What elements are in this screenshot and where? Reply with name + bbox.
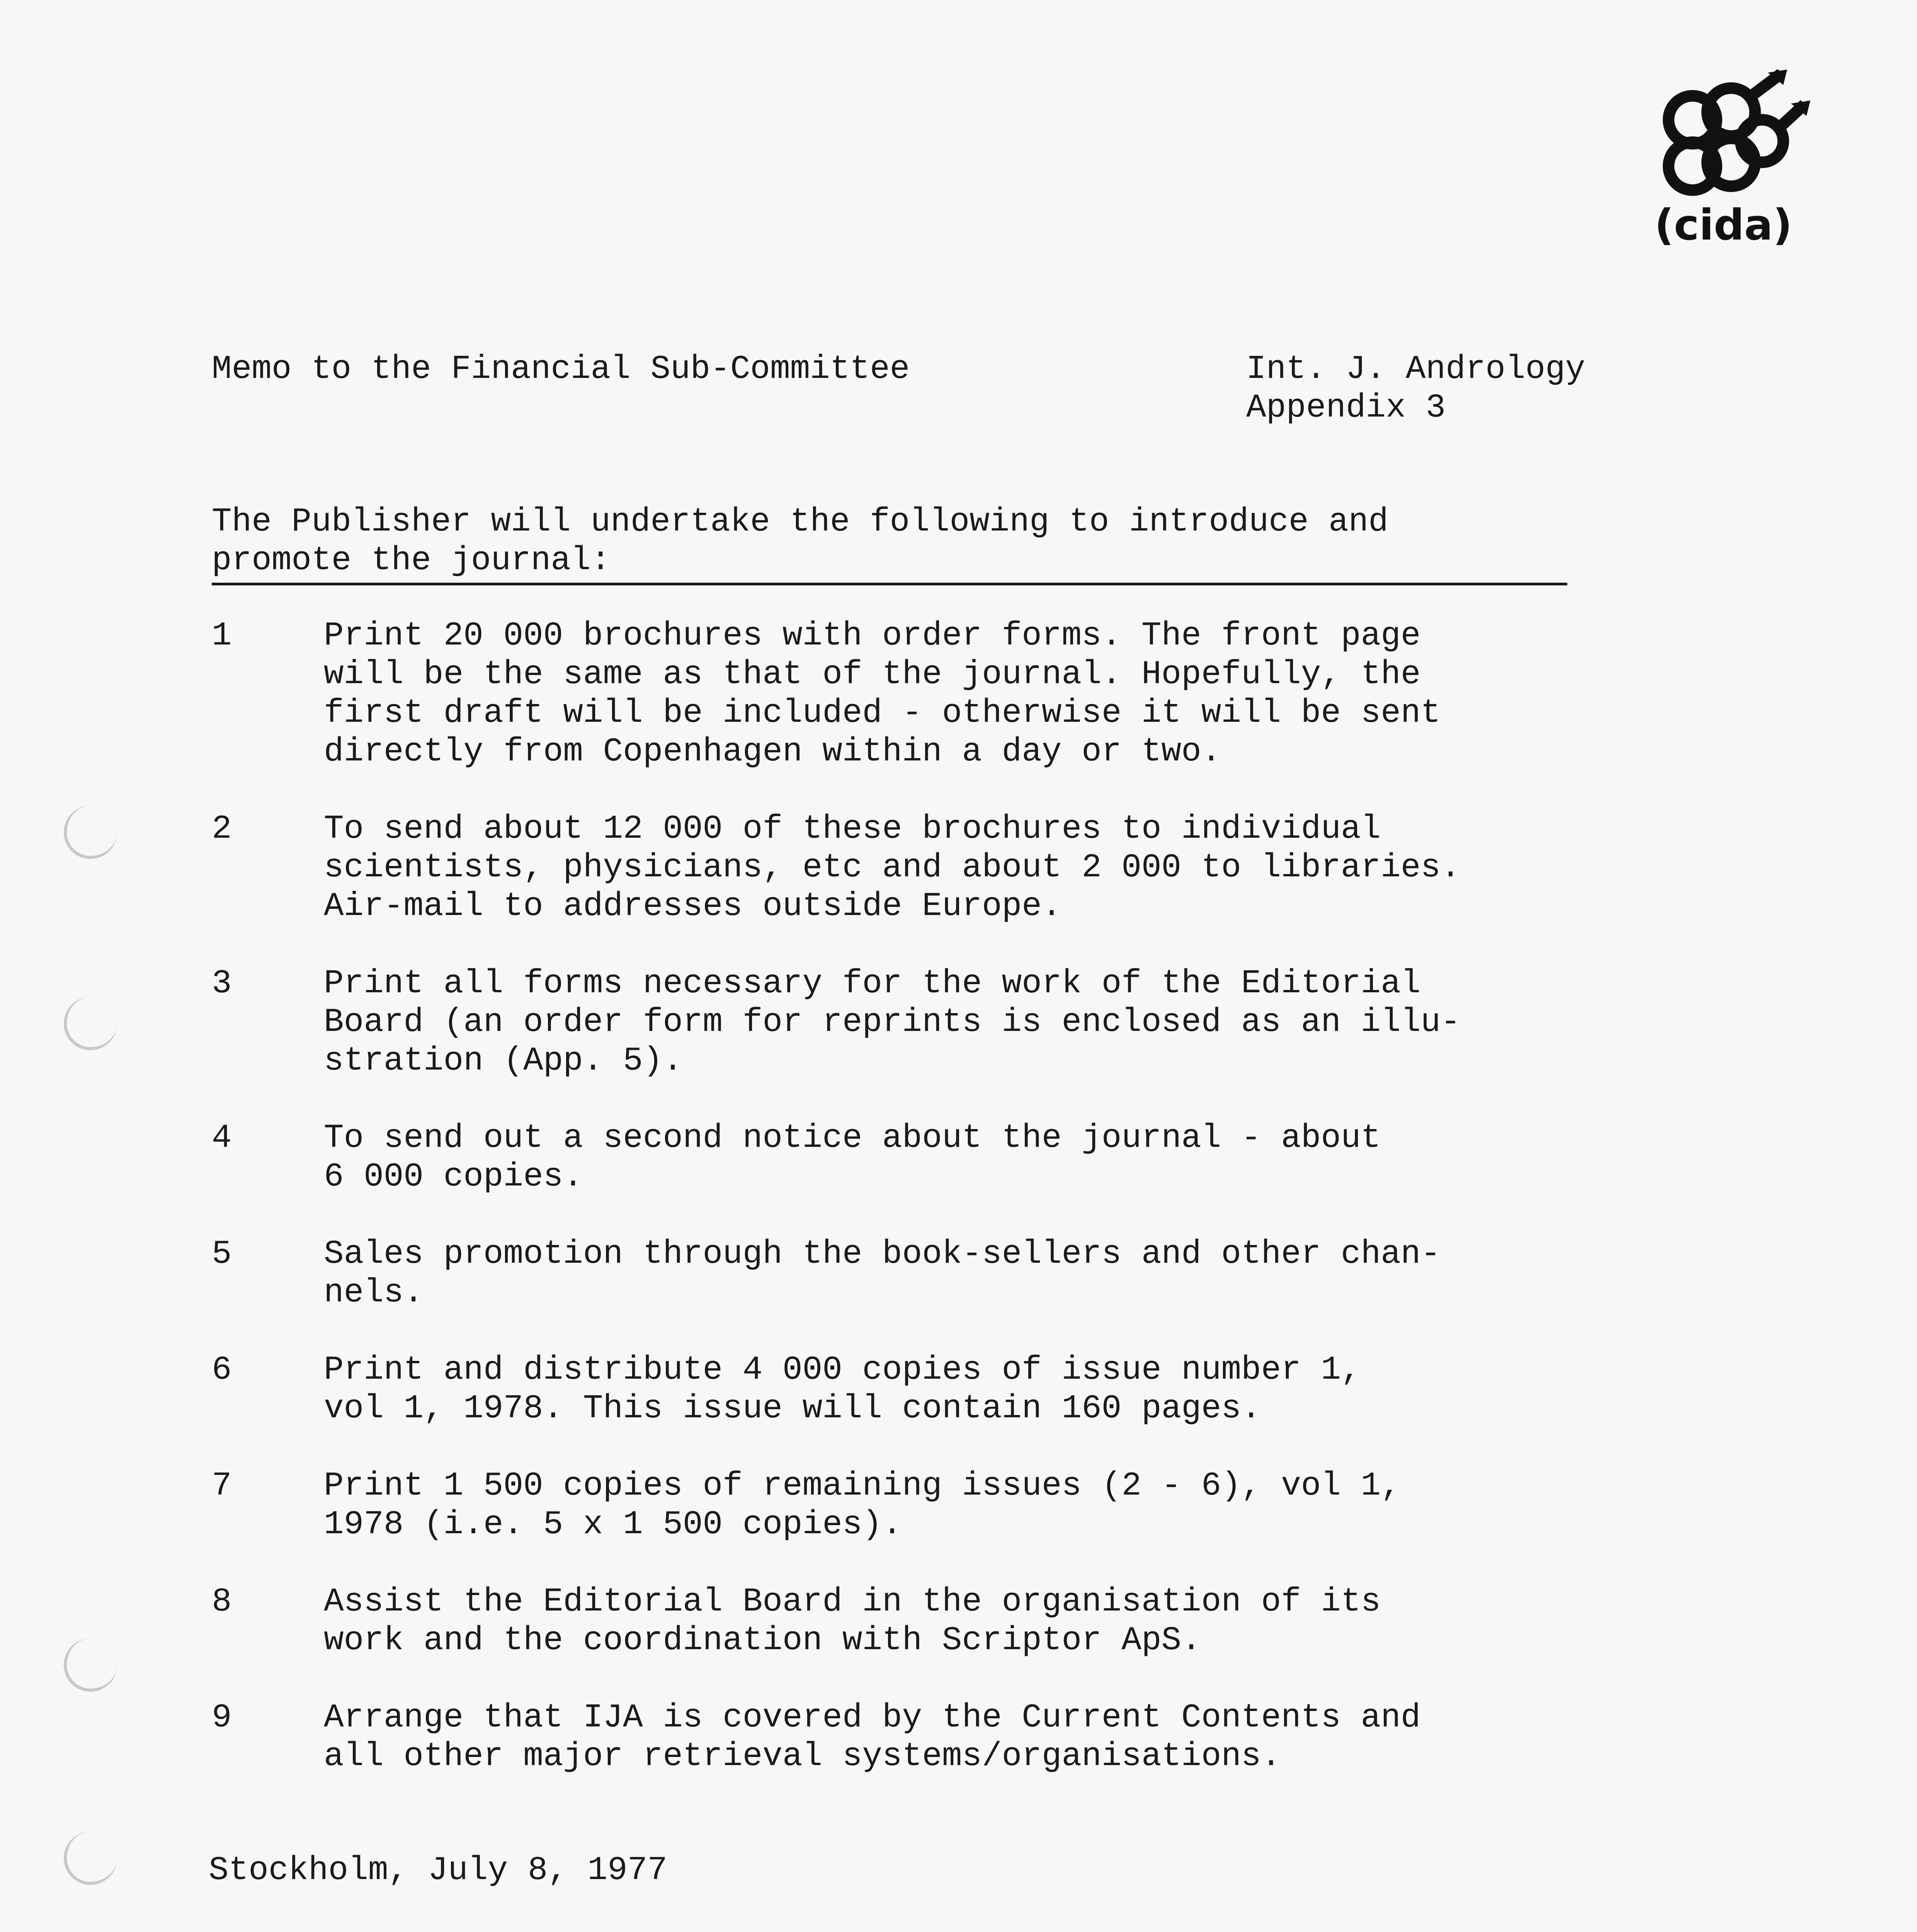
item-text: Assist the Editorial Board in the organisation of its work and the coordination with Scriptor ApS. [324, 1583, 1381, 1659]
item-text: Print 1 500 copies of remaining issues (2 - 6), vol 1, 1978 (i.e. 5 x 1 500 copies). [324, 1467, 1401, 1543]
list-item [212, 964, 1680, 1080]
cida-logo [1635, 70, 1812, 255]
intro-line-2-underlined: promote the journal: [212, 541, 1567, 585]
list-item [212, 1698, 1680, 1776]
item-text: Sales promotion through the book-sellers and other chan- nels. [324, 1235, 1441, 1311]
appendix-label: Appendix 3 [1246, 389, 1446, 427]
punch-hole-mark [64, 1832, 117, 1885]
list-item [212, 1119, 1680, 1196]
item-text: Print 20 000 brochures with order forms. The front page will be the same as that of the journal. Hopefully, the first draft will be included - otherwise it will be sent directly from Copenhagen within a day or two. [324, 617, 1441, 770]
item-text: To send about 12 000 of these brochures to individual scientists, physicians, etc and about 2 000 to libraries. Air-mail to addresses outside Europe. [324, 810, 1461, 925]
item-number: 6 [212, 1351, 232, 1389]
cida-logo-text: (cida) [1654, 200, 1793, 250]
item-text: Print all forms necessary for the work of the Editorial Board (an order form for reprints is enclosed as an illu- stration (App. 5). [324, 964, 1461, 1080]
list-item [212, 1582, 1680, 1660]
item-number: 9 [212, 1699, 232, 1736]
list-item [212, 1466, 1680, 1544]
item-text: Arrange that IJA is covered by the Current Contents and all other major retrieval systems/organisations. [324, 1699, 1421, 1775]
item-number: 5 [212, 1235, 232, 1273]
journal-name: Int. J. Andrology [1246, 350, 1585, 388]
intro-paragraph [212, 502, 1572, 585]
item-text: To send out a second notice about the journal - about 6 000 copies. [324, 1119, 1381, 1196]
place-and-date: Stockholm, July 8, 1977 [209, 1851, 667, 1889]
list-item [212, 616, 1680, 771]
cida-logo-icon [1635, 70, 1812, 255]
item-number: 8 [212, 1583, 232, 1621]
punch-hole-mark [64, 997, 117, 1050]
memo-title: Memo to the Financial Sub-Committee [212, 350, 910, 388]
item-number: 2 [212, 810, 232, 848]
item-number: 4 [212, 1119, 232, 1157]
item-number: 7 [212, 1467, 232, 1505]
punch-hole-mark [64, 806, 117, 859]
list-item [212, 1235, 1680, 1312]
list-item [212, 1350, 1680, 1428]
item-number: 1 [212, 617, 232, 655]
item-text: Print and distribute 4 000 copies of issue number 1, vol 1, 1978. This issue will contain 160 pages. [324, 1351, 1361, 1427]
intro-line-1: The Publisher will undertake the following to introduce and [212, 503, 1388, 541]
punch-hole-mark [64, 1638, 117, 1692]
undertakings-list [212, 616, 1680, 1814]
journal-reference [1246, 350, 1585, 427]
list-item [212, 810, 1680, 925]
item-number: 3 [212, 964, 232, 1002]
